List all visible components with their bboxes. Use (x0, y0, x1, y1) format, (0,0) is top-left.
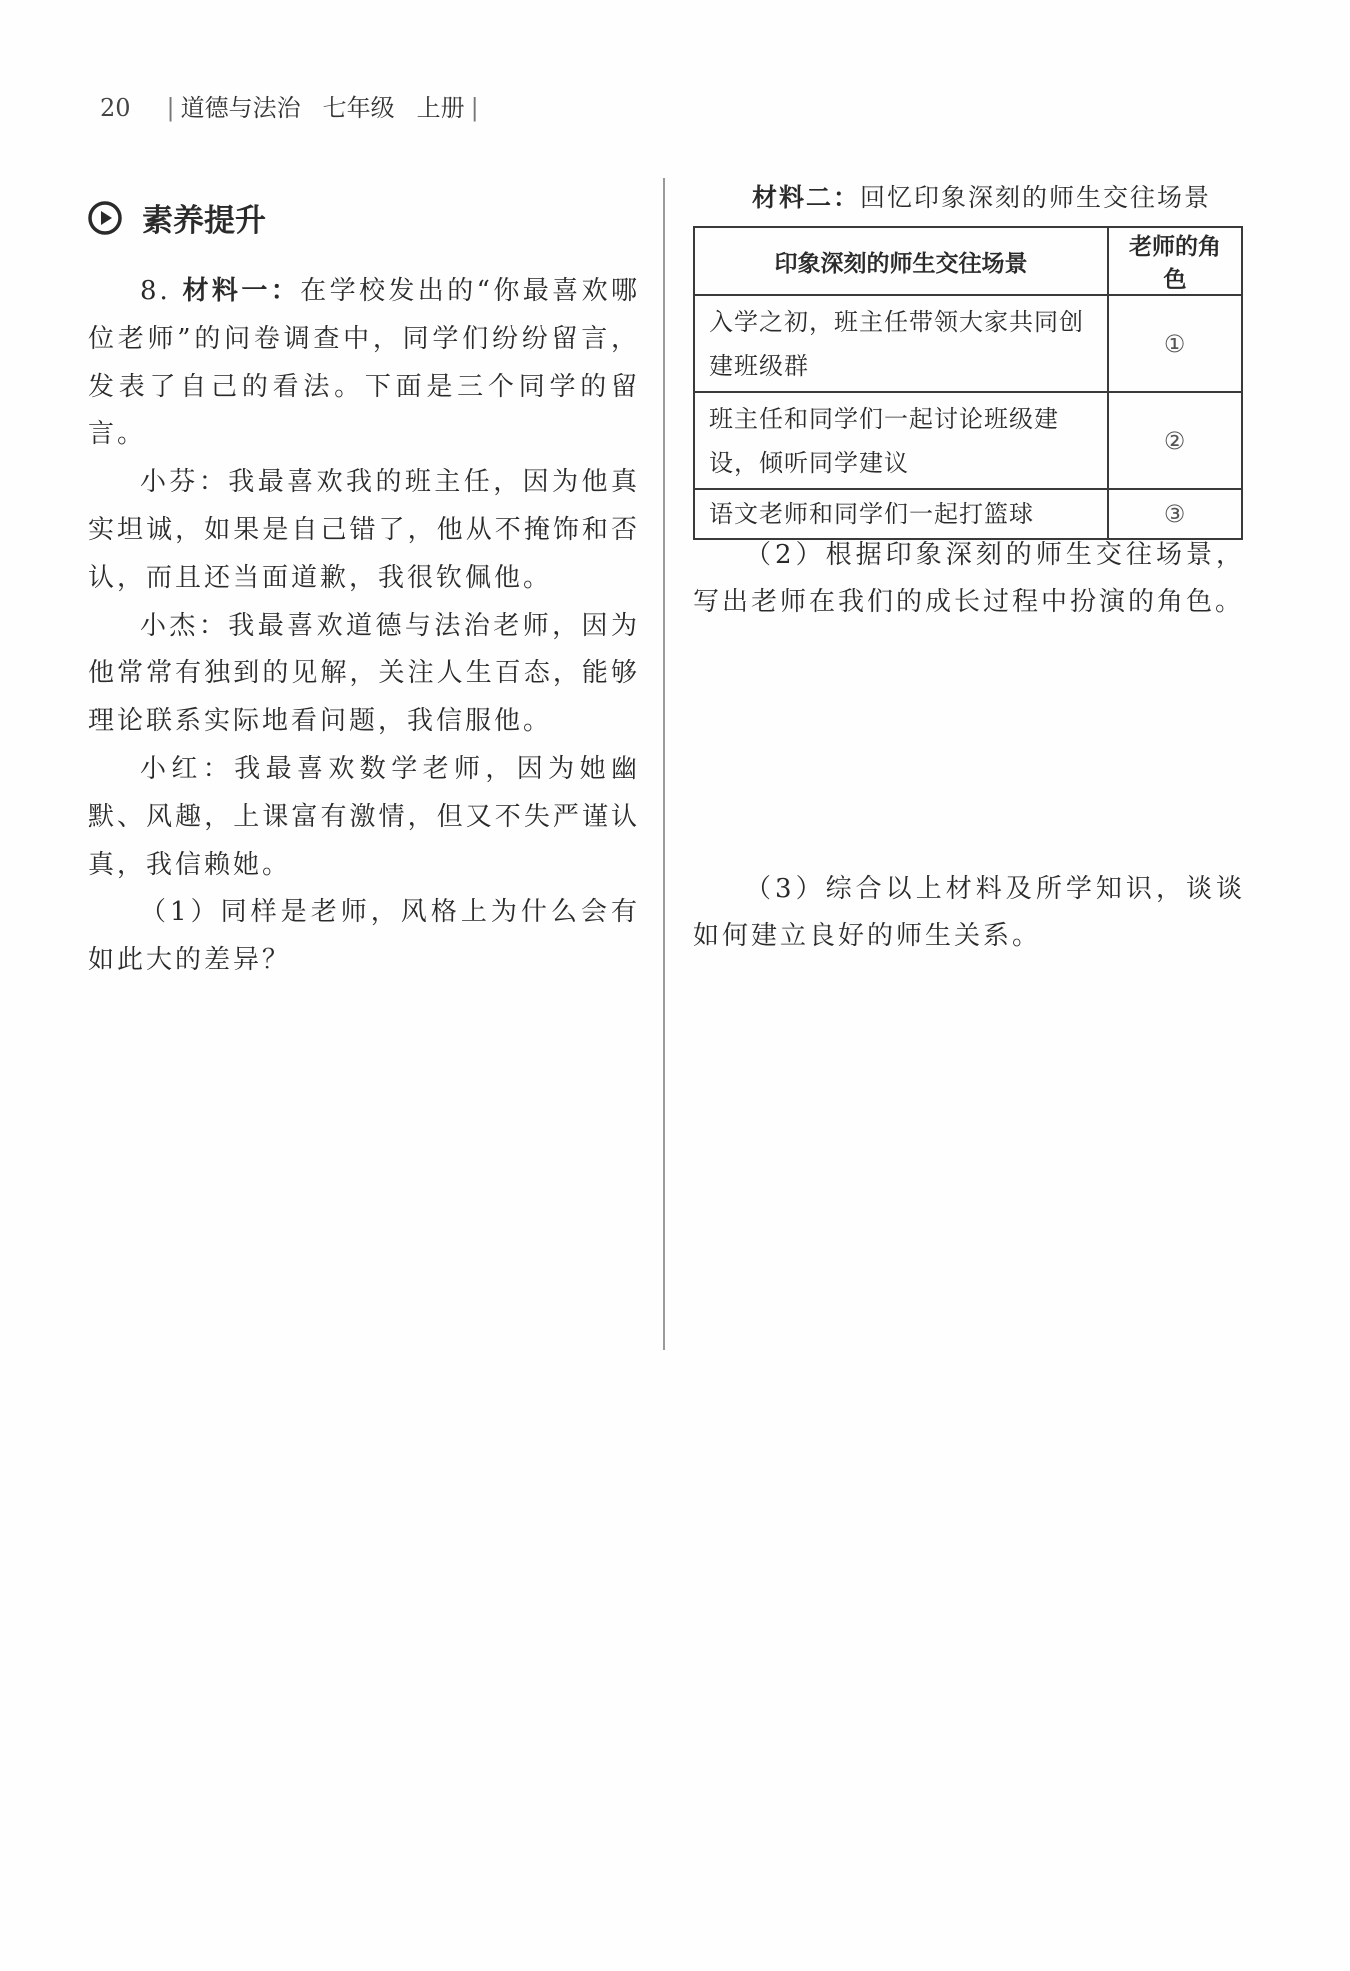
role-cell: ① (1108, 295, 1242, 392)
table-row (694, 392, 1242, 489)
table-header-role: 老师的角色 (1108, 227, 1242, 295)
column-divider (663, 178, 665, 1350)
play-circle-icon (88, 201, 122, 235)
sub-question-2-block (693, 532, 1245, 626)
scene-cell: 入学之初，班主任带领大家共同创建班级群 (694, 295, 1108, 392)
sub-question-3: （3）综合以上材料及所学知识，谈谈如何建立良好的师生关系。 (693, 874, 1245, 951)
book-subject: 道德与法治 (180, 94, 301, 122)
table-header-row (694, 227, 1242, 295)
section-heading (88, 195, 266, 240)
book-volume: 上册 (416, 94, 465, 122)
material1-paragraph (88, 268, 640, 459)
comment-xiaofen: 小芬：我最喜欢我的班主任，因为他真实坦诚，如果是自己错了，他从不掩饰和否认，而且还当面道歉，我很钦佩他。 (88, 467, 640, 593)
section-title: 素养提升 (142, 203, 266, 239)
left-column (88, 268, 640, 985)
table-header-scene: 印象深刻的师生交往场景 (694, 227, 1108, 295)
role-cell: ② (1108, 392, 1242, 489)
role-cell: ③ (1108, 489, 1242, 539)
scene-cell: 班主任和同学们一起讨论班级建设，倾听同学建议 (694, 392, 1108, 489)
scene-cell: 语文老师和同学们一起打篮球 (694, 489, 1108, 539)
question-number: 8. (140, 276, 171, 306)
sub-question-2: （2）根据印象深刻的师生交往场景，写出老师在我们的成长过程中扮演的角色。 (693, 540, 1245, 617)
material1-intro: 在学校发出的“你最喜欢哪位老师”的问卷调查中，同学们纷纷留言，发表了自己的看法。下面是三个同学的留言。 (88, 276, 640, 450)
material2-heading (752, 178, 1211, 214)
material2-label: 材料二： (752, 183, 861, 212)
comment-xiaojie: 小杰：我最喜欢道德与法治老师，因为他常常有独到的见解，关注人生百态，能够理论联系实际地看问题，我信服他。 (88, 610, 640, 737)
sub-question-3-block (693, 866, 1245, 960)
comment-xiaohong: 小红：我最喜欢数学老师，因为她幽默、风趣，上课富有激情，但又不失严谨认真，我信赖她。 (88, 753, 640, 880)
teacher-role-table (693, 226, 1243, 540)
header-separator: | (166, 94, 175, 122)
page-number: 20 (100, 94, 131, 122)
table-row (694, 295, 1242, 392)
material2-title: 回忆印象深刻的师生交往场景 (860, 183, 1212, 212)
header-separator: | (470, 94, 479, 122)
material1-label: 材料一： (182, 276, 301, 306)
book-grade: 七年级 (322, 94, 395, 122)
sub-question-1: （1）同样是老师，风格上为什么会有如此大的差异？ (88, 897, 640, 976)
page-header (100, 88, 485, 123)
